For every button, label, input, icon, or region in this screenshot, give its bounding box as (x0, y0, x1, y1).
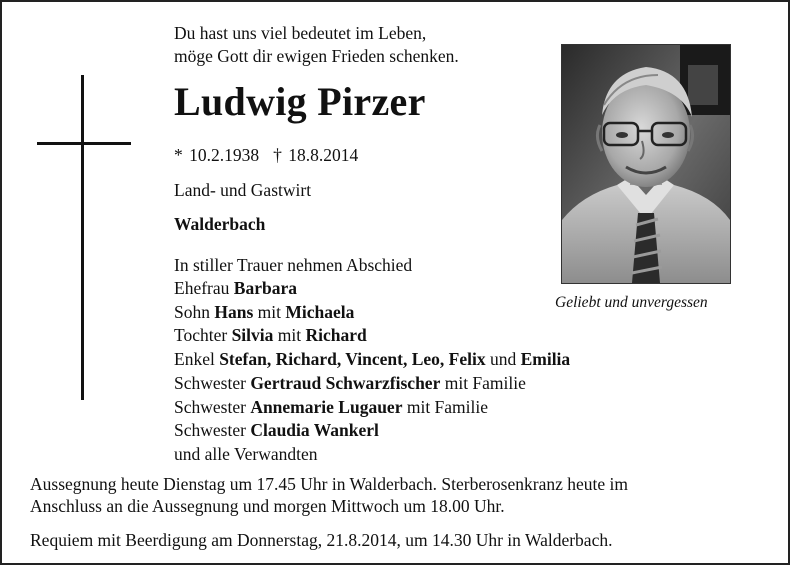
connector-text: mit (253, 301, 286, 322)
connector-text: mit Familie (440, 372, 526, 393)
cross-icon (81, 75, 84, 400)
connector-text: mit (273, 325, 306, 346)
occupation: Land- und Gastwirt (174, 180, 312, 200)
verse-line-1: Du hast uns viel bedeutet im Leben, (174, 23, 427, 43)
relative-name: Richard (305, 325, 367, 346)
relative-name: Michaela (285, 301, 355, 322)
relative-name: Annemarie Lugauer (250, 396, 403, 417)
family-row-relatives: und alle Verwandten (174, 443, 318, 464)
relative-name: Stefan, Richard, Vincent, Leo, Felix (219, 349, 486, 370)
cross-icon-bar (37, 142, 131, 145)
service-line-1: Aussegnung heute Dienstag um 17.45 Uhr in Walderbach. Sterberosenkranz heute im (30, 474, 628, 494)
portrait-photo (561, 44, 731, 284)
relation-label: Schwester (174, 372, 251, 393)
relation-label: Schwester (174, 420, 251, 441)
family-row-wife (174, 277, 570, 301)
relation-label: Schwester (174, 396, 251, 417)
photo-caption: Geliebt und unvergessen (555, 294, 708, 311)
mourning-intro: In stiller Trauer nehmen Abschied (174, 255, 413, 275)
family-row-sister-3 (174, 419, 570, 443)
service-line-2: Anschluss an die Aussegnung und morgen Mittwoch um 18.00 Uhr. (30, 496, 505, 516)
family-row-son (174, 301, 570, 325)
relation-label: Sohn (174, 301, 215, 322)
connector-text: mit Familie (402, 396, 489, 417)
deceased-name: Ludwig Pirzer (174, 79, 426, 124)
family-row-daughter (174, 324, 570, 348)
portrait-image (562, 45, 730, 283)
relative-name: Claudia Wankerl (250, 420, 379, 441)
funeral-details: Requiem mit Beerdigung am Donnerstag, 21.8.2014, um 14.30 Uhr in Walderbach. (30, 530, 613, 550)
family-row-sister-1 (174, 372, 570, 396)
life-dates (174, 144, 358, 166)
relation-label: Enkel (174, 349, 220, 370)
family-row-sister-2 (174, 396, 570, 420)
relation-label: Ehefrau (174, 278, 234, 298)
relative-name: Gertraud Schwarzfischer (250, 372, 441, 393)
death-date: † 18.8.2014 (273, 145, 359, 165)
service-details (30, 473, 628, 517)
verse-line-2: möge Gott dir ewigen Frieden schenken. (174, 46, 459, 66)
family-list (174, 277, 570, 467)
relation-label: Tochter (174, 325, 232, 346)
relative-name: Silvia (231, 325, 274, 346)
memorial-verse (174, 22, 459, 68)
relative-name: Barbara (233, 278, 297, 298)
relative-name: Emilia (520, 349, 571, 370)
connector-text: und (485, 349, 521, 370)
birth-date: * 10.2.1938 (174, 145, 260, 165)
hometown: Walderbach (174, 214, 266, 234)
relative-name: Hans (214, 301, 254, 322)
family-row-grandchildren (174, 348, 570, 372)
